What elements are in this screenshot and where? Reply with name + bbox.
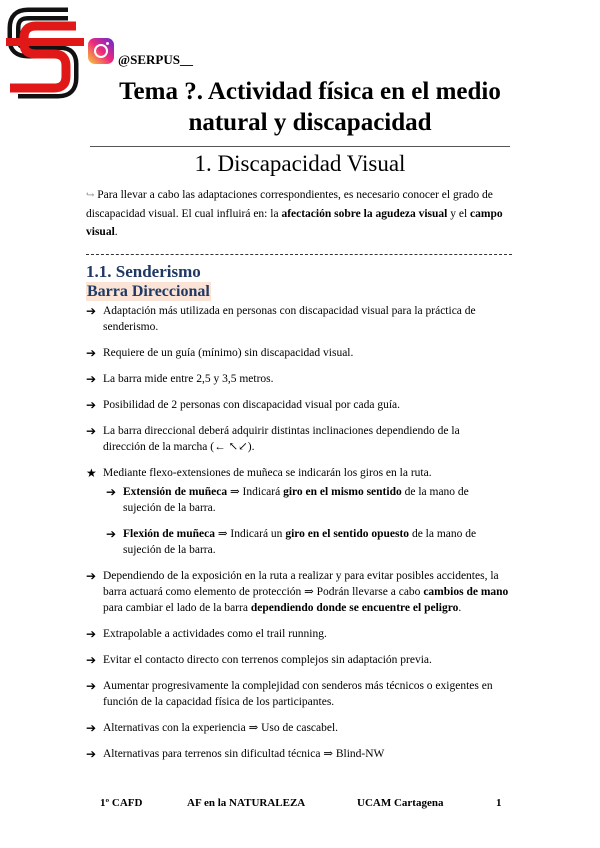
arrow-right-icon: ➔ — [86, 398, 97, 412]
sub-list-item: ➔ Extensión de muñeca ⇒ Indicará giro en el mismo sentido de la mano de sujeción de la barra. — [106, 485, 469, 514]
arrow-right-icon: ➔ — [86, 346, 97, 360]
footer-university: UCAM Cartagena — [357, 797, 444, 809]
section-heading: 1. Discapacidad Visual — [194, 151, 406, 176]
author-handle: @SERPUS__ — [118, 52, 193, 67]
arrow-right-icon: ➔ — [86, 304, 97, 318]
arrow-right-icon: ➔ — [86, 747, 97, 761]
list-item: ➔ La barra direccional deberá adquirir distintas inclinaciones dependiendo de la dirección de la marcha (← ↖↙). — [86, 424, 460, 453]
arrow-right-icon: ➔ — [86, 569, 97, 583]
list-item: ➔ Adaptación más utilizada en personas con discapacidad visual para la práctica de senderismo. — [86, 304, 476, 333]
list-item: ➔ Dependiendo de la exposición en la ruta a realizar y para evitar posibles accidentes, la barra actuará como elemento de protección ⇒ Podrán llevarse a cabo cambios de mano para cambiar el lado de la barra dependiendo donde se encuentre el peligro. — [86, 569, 509, 614]
list-item: ➔ Alternativas con la experiencia ⇒ Uso de cascabel. — [86, 721, 339, 735]
list-item: ➔ Posibilidad de 2 personas con discapacidad visual por cada guía. — [86, 398, 401, 412]
title-divider — [90, 146, 510, 147]
footer-course: 1º CAFD — [100, 797, 143, 809]
list-item: ➔ Extrapolable a actividades como el trail running. — [86, 627, 327, 641]
list-item: ➔ Aumentar progresivamente la complejidad con senderos más técnicos o exigentes en función de la capacidad física de los participantes. — [86, 679, 493, 708]
arrow-right-icon: ➔ — [86, 424, 97, 438]
subsubsection-heading: Barra Direccional — [87, 283, 210, 300]
arrow-right-icon: ➔ — [86, 653, 97, 667]
instagram-icon — [88, 38, 114, 64]
arrow-right-icon: ➔ — [86, 679, 97, 693]
intro-paragraph: ↪ Para llevar a cabo las adaptaciones correspondientes, es necesario conocer el grado de discapacidad visual. El cual influirá en: la afectación sobre la agudeza visual y el campo visual. — [86, 189, 503, 238]
section-divider — [86, 254, 512, 255]
arrow-right-icon: ➔ — [86, 627, 97, 641]
list-item: ➔ Evitar el contacto directo con terrenos complejos sin adaptación previa. — [86, 653, 432, 667]
arrow-right-icon: ➔ — [106, 485, 117, 499]
footer-subject: AF en la NATURALEZA — [187, 797, 306, 809]
ss-logo-icon — [6, 4, 84, 106]
list-item: ➔ Alternativas para terrenos sin dificultad técnica ⇒ Blind-NW — [86, 747, 385, 761]
page-number: 1 — [496, 797, 502, 809]
list-item: ➔ La barra mide entre 2,5 y 3,5 metros. — [86, 372, 274, 386]
list-item: ★ Mediante flexo-extensiones de muñeca se indicarán los giros en la ruta. — [86, 466, 432, 480]
arrow-right-icon: ➔ — [106, 527, 117, 541]
arrow-right-icon: ➔ — [86, 721, 97, 735]
small-arrow-icon: ↪ — [86, 190, 95, 201]
sub-list-item: ➔ Flexión de muñeca ⇒ Indicará un giro en el sentido opuesto de la mano de sujeción de la barra. — [106, 527, 477, 556]
star-icon: ★ — [86, 466, 97, 480]
list-item: ➔ Requiere de un guía (mínimo) sin discapacidad visual. — [86, 346, 354, 360]
document-title: Tema ?. Actividad física en el medio natural y discapacidad — [119, 78, 501, 136]
subsection-heading: 1.1. Senderismo — [86, 262, 201, 281]
arrow-right-icon: ➔ — [86, 372, 97, 386]
